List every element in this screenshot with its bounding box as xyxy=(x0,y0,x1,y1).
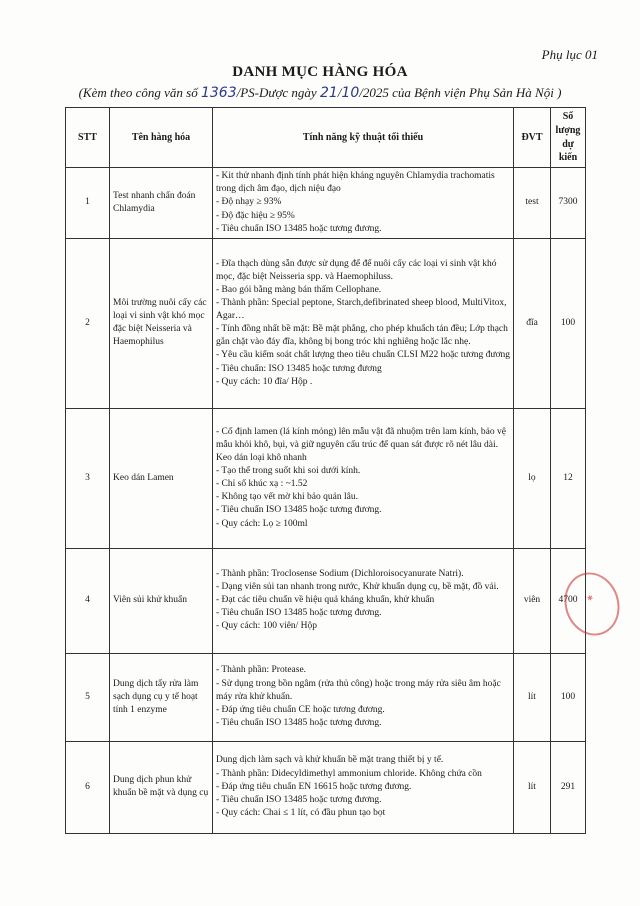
header-qty: Số lượng dự kiến xyxy=(551,108,586,168)
cell-name: Môi trường nuôi cấy các loại vi sinh vật khó mọc đặc biệt Neisseria và Haemophilus xyxy=(110,238,213,408)
subtitle-suffix: /2025 của Bệnh viện Phụ Sản Hà Nội ) xyxy=(359,85,562,100)
spec-line: - Thành phần: Didecyldimethyl ammonium chloride. Không chứa cồn xyxy=(216,768,482,779)
handwritten-day: 21 xyxy=(319,85,338,101)
spec-line: - Tiêu chuẩn ISO 13485 hoặc tương đương. xyxy=(216,608,382,619)
cell-unit: lọ xyxy=(514,408,551,548)
cell-qty: 100 xyxy=(551,653,586,741)
spec-line: - Sử dụng trong bồn ngâm (rửa thủ công) hoặc trong máy rửa siêu âm hoặc máy rửa khử khuẩn. xyxy=(216,678,501,702)
table-row xyxy=(66,168,586,239)
cell-unit: đĩa xyxy=(514,238,551,408)
spec-line: - Tạo thể trong suốt khi soi dưới kính. xyxy=(216,466,361,477)
spec-line: Keo dán loại khô nhanh xyxy=(216,453,307,464)
cell-stt: 3 xyxy=(66,408,110,548)
spec-line: - Tiêu chuẩn: ISO 13485 hoặc tương đương xyxy=(216,363,382,374)
cell-unit: test xyxy=(514,168,551,239)
cell-stt: 6 xyxy=(66,741,110,833)
subtitle-prefix: (Kèm theo công văn số xyxy=(78,85,201,100)
appendix-label: Phụ lục 01 xyxy=(541,47,598,62)
header-spec: Tính năng kỹ thuật tối thiểu xyxy=(213,108,514,168)
cell-qty: 12 xyxy=(551,408,586,548)
cell-stt: 4 xyxy=(66,548,110,653)
header-name: Tên hàng hóa xyxy=(110,108,213,168)
table-row xyxy=(66,741,586,833)
cell-qty: 291 xyxy=(551,741,586,833)
goods-table xyxy=(65,107,586,834)
spec-line: - Bao gói bằng màng bán thấm Cellophane. xyxy=(216,284,382,295)
spec-line: - Tiêu chuẩn ISO 13485 hoặc tương đương. xyxy=(216,223,382,234)
cell-name: Dung dịch phun khử khuẩn bề mặt và dụng cụ xyxy=(110,741,213,833)
cell-qty: 7300 xyxy=(551,168,586,239)
spec-line: - Độ đặc hiệu ≥ 95% xyxy=(216,210,295,221)
spec-line: - Tiêu chuẩn ISO 13485 hoặc tương đương. xyxy=(216,505,382,516)
cell-stt: 2 xyxy=(66,238,110,408)
spec-line: - Quy cách: Chai ≤ 1 lít, có đầu phun tạo bọt xyxy=(216,807,386,818)
cell-spec xyxy=(213,168,514,239)
table-row xyxy=(66,408,586,548)
spec-line: - Quy cách: 10 đĩa/ Hộp . xyxy=(216,376,313,387)
spec-line: - Tiêu chuẩn ISO 13485 hoặc tương đương. xyxy=(216,794,382,805)
cell-name: Dung dịch tẩy rửa làm sạch dụng cụ y tế hoạt tính 1 enzyme xyxy=(110,653,213,741)
spec-line: - Cố định lamen (lá kính mỏng) lên mẫu vật đã nhuộm trên lam kính, bảo vệ mẫu khỏi khô, bụi, và giữ nguyên cấu trúc để quan sát được rõ nét lâu dài. xyxy=(216,426,506,450)
table-header-row xyxy=(66,108,586,168)
spec-line: - Chỉ số khúc xạ : ~1.52 xyxy=(216,479,308,490)
subtitle-separator: / xyxy=(337,85,342,100)
spec-line: - Thành phần: Special peptone, Starch,defibrinated sheep blood, MultiVitox, Agar… xyxy=(216,298,507,322)
spec-line: - Thành phần: Protease. xyxy=(216,665,307,676)
spec-line: - Đáp ứng tiêu chuẩn CE hoặc tương đương. xyxy=(216,704,385,715)
cell-qty: 4700 xyxy=(551,548,586,653)
cell-spec xyxy=(213,741,514,833)
spec-line: - Quy cách: 100 viên/ Hộp xyxy=(216,621,318,632)
spec-line: - Yêu cầu kiểm soát chất lượng theo tiêu chuẩn CLSI M22 hoặc tương đương xyxy=(216,350,510,361)
spec-line: - Dạng viên sủi tan nhanh trong nước, Khử khuẩn dụng cụ, bề mặt, đồ vải. xyxy=(216,582,499,593)
cell-stt: 5 xyxy=(66,653,110,741)
spec-line: - Đĩa thạch dùng sẵn được sử dụng để để nuôi cấy các loại vi sinh vật khó mọc, đặc biệt Neisseria spp. và Haemophiluss. xyxy=(216,258,497,282)
document-subtitle xyxy=(0,85,640,101)
cell-spec xyxy=(213,408,514,548)
handwritten-month: 10 xyxy=(341,85,360,101)
header-stt: STT xyxy=(66,108,110,168)
cell-name: Keo dán Lamen xyxy=(110,408,213,548)
spec-line: - Độ nhạy ≥ 93% xyxy=(216,197,282,208)
spec-line: - Quy cách: Lọ ≥ 100ml xyxy=(216,518,308,529)
spec-line: - Không tạo vết mờ khi bảo quản lâu. xyxy=(216,492,358,503)
handwritten-doc-number: 1363 xyxy=(200,85,237,101)
table-row xyxy=(66,653,586,741)
cell-spec xyxy=(213,238,514,408)
cell-name: Viên sủi khử khuẩn xyxy=(110,548,213,653)
cell-qty: 100 xyxy=(551,238,586,408)
cell-unit: lít xyxy=(514,741,551,833)
cell-spec xyxy=(213,548,514,653)
cell-unit: viên xyxy=(514,548,551,653)
spec-line: Dung dịch làm sạch và khử khuẩn bề mặt trang thiết bị y tế. xyxy=(216,755,444,766)
cell-stt: 1 xyxy=(66,168,110,239)
spec-line: - Đạt các tiêu chuẩn về hiệu quả kháng khuẩn, khử khuẩn xyxy=(216,595,435,606)
table-row xyxy=(66,548,586,653)
spec-line: - Kit thử nhanh định tính phát hiện kháng nguyên Chlamydia trachomatis trong dịch âm đạo, dịch niệu đạo xyxy=(216,171,495,195)
table-row xyxy=(66,238,586,408)
spec-line: - Đáp ứng tiêu chuẩn EN 16615 hoặc tương đương. xyxy=(216,781,412,792)
spec-line: - Tính đồng nhất bề mặt: Bề mặt phẳng, cho phép khuẩch tán đều; Lớp thạch gắn chặt vào đáy đĩa, không bị bong tróc khi nghiêng hoặc lắc nhẹ. xyxy=(216,324,508,348)
document-title: DANH MỤC HÀNG HÓA xyxy=(232,64,408,80)
subtitle-middle: /PS-Dược ngày xyxy=(236,85,320,100)
red-stamp: ✱ xyxy=(556,565,627,643)
cell-spec xyxy=(213,653,514,741)
cell-name: Test nhanh chẩn đoán Chlamydia xyxy=(110,168,213,239)
spec-line: - Thành phần: Troclosense Sodium (Dichloroisocyanurate Natri). xyxy=(216,568,464,579)
spec-line: - Tiêu chuẩn ISO 13485 hoặc tương đương. xyxy=(216,717,382,728)
header-unit: ĐVT xyxy=(514,108,551,168)
cell-unit: lít xyxy=(514,653,551,741)
